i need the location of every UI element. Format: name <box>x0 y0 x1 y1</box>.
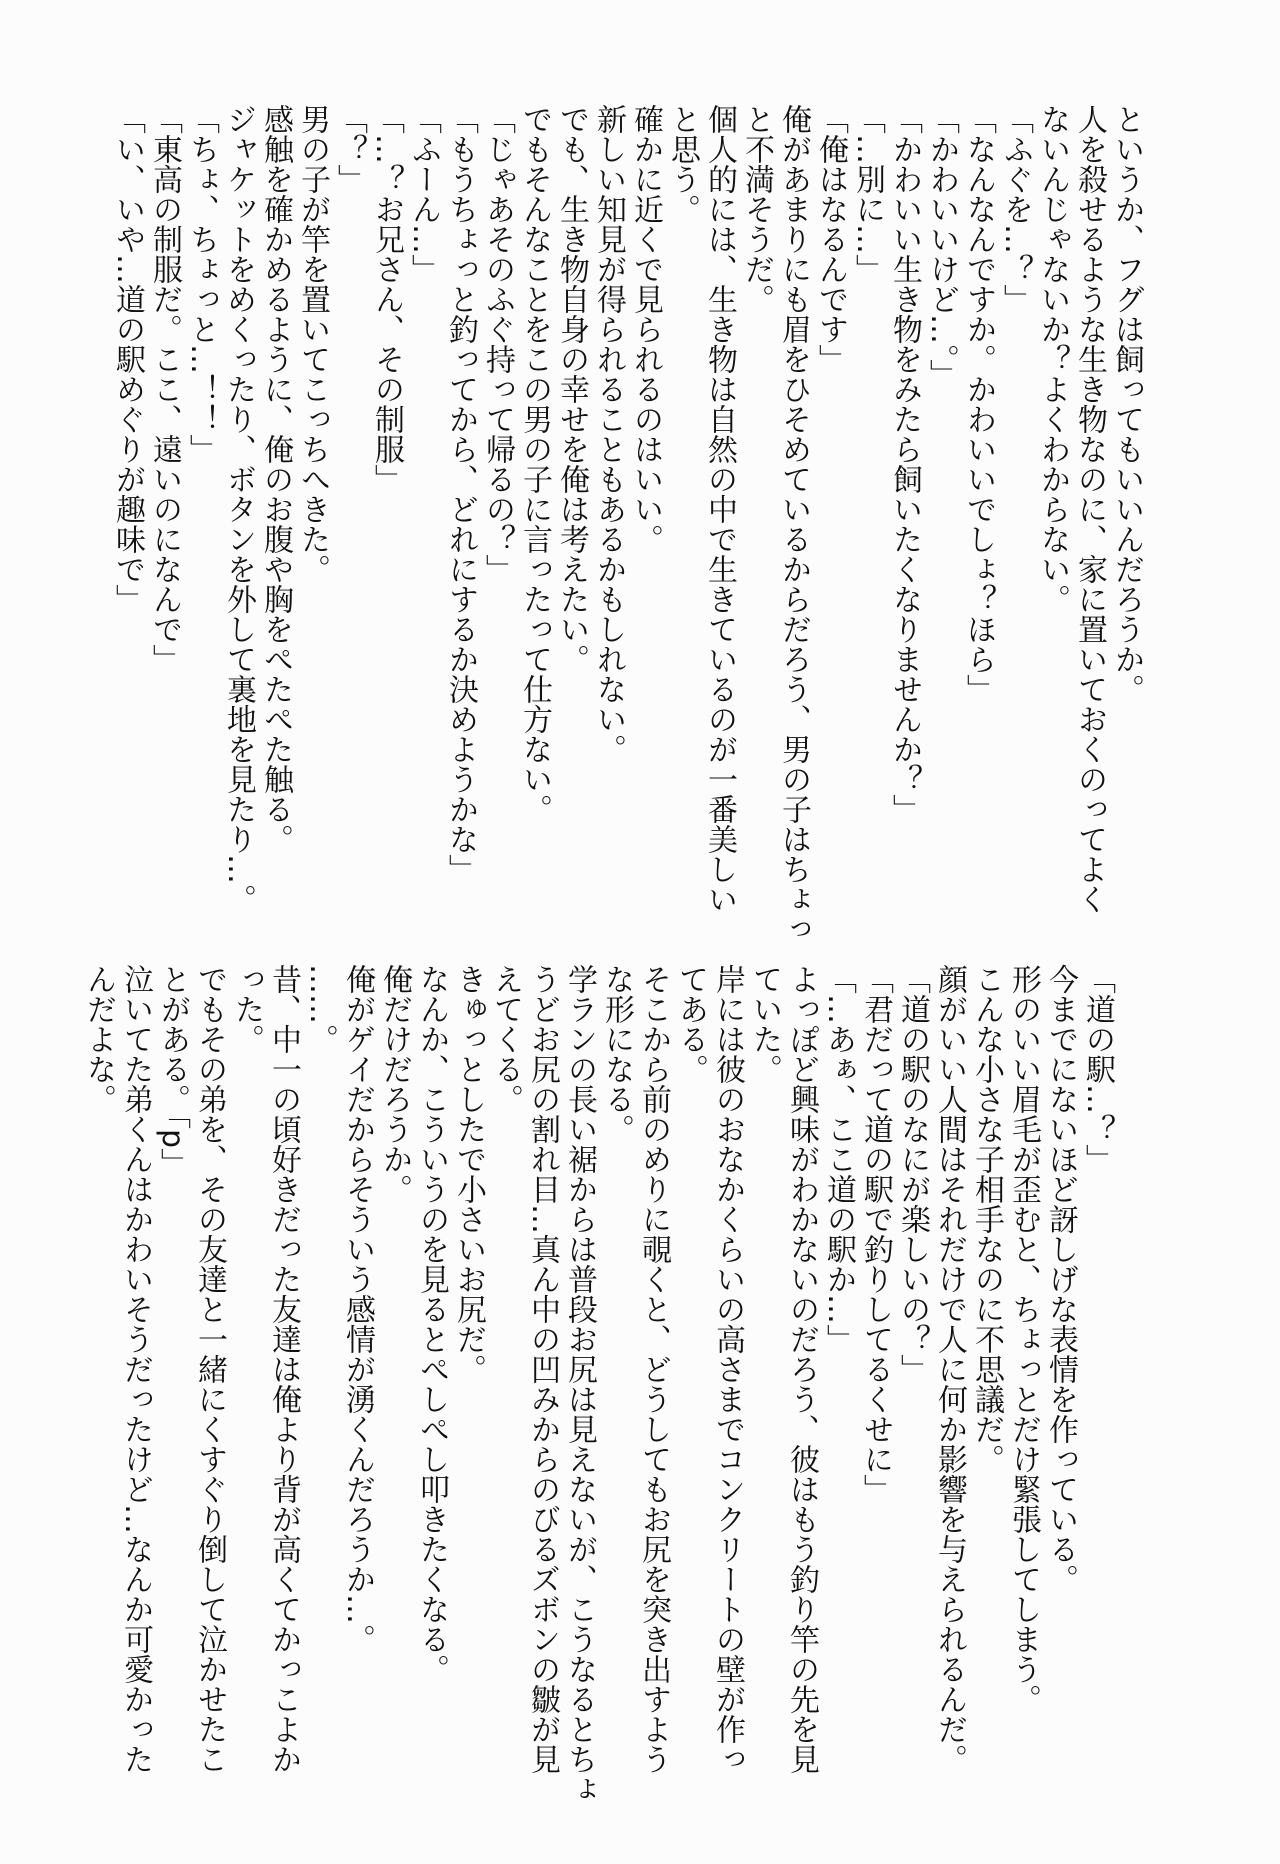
text-line: 「かわいい生き物をみたら飼いたくなりませんか？」 <box>887 104 922 824</box>
text-line: でもその弟を、その友達と一緒にくすぐり倒して泣かせたこ <box>192 964 227 1774</box>
text-line: 「道の駅のなにが楽しいの？」 <box>895 964 930 1384</box>
text-line: 「ちょ、ちょっと…！！」 <box>184 104 219 464</box>
text-line: 昔、中一の頃好きだった友達は俺より背が高くてかっこよか <box>266 964 301 1774</box>
text-line: 「かわいいけど…。」 <box>924 104 959 389</box>
text-line: 「じゃあそのふぐ持って帰るの？」 <box>480 104 515 584</box>
text-line: そこから前のめりに覗くと、どうしてもお尻を突き出すよう <box>636 964 671 1774</box>
text-block-bottom <box>80 964 1116 1804</box>
text-line: 学ランの長い裾からは普段お尻は見えないが、こうなるとちょ <box>562 964 597 1804</box>
text-line: 「道の駅…？」 <box>1080 964 1115 1174</box>
text-line: 感触を確かめるように、俺のお腹や胸をぺたぺた触る。 <box>258 104 293 854</box>
text-line: 「…あぁ、ここ道の駅か…」 <box>821 964 856 1354</box>
text-line: った。 <box>229 964 264 1054</box>
text-line: と思う。 <box>665 104 700 224</box>
text-line: なんか、こういうのを見るとぺしぺし叩きたくなる。 <box>414 964 449 1684</box>
text-line: 俺がゲイだからそういう感情が湧くんだろうか…。 <box>340 964 375 1654</box>
text-line: うどお尻の割れ目…真ん中の凹みからのびるズボンの皺が見 <box>525 964 560 1774</box>
text-line: 「なんなんですか。かわいいでしょ？ほら」 <box>961 104 996 704</box>
text-line: 「？」 <box>332 104 367 194</box>
text-line: 「俺はなるんです」 <box>813 104 848 374</box>
text-line: 「ふーん…」 <box>406 104 441 284</box>
text-line: 「君だって道の駅で釣りしてるくせに」 <box>858 964 893 1504</box>
text-line: 新しい知見が得られることもあるかもしれない。 <box>591 104 626 764</box>
text-line: 「ふぐを…？」 <box>998 104 1033 314</box>
text-line: 岸には彼のおなかくらいの高さまでコンクリートの壁が作っ <box>710 964 745 1774</box>
text-line: 男の子が竿を置いてこっちへきた。 <box>295 104 330 584</box>
text-line: ないんじゃないか？よくわからない。 <box>1035 104 1070 614</box>
text-line: でもそんなことをこの男の子に言ったって仕方ない。 <box>517 104 552 824</box>
text-line: 「…別に…」 <box>850 104 885 284</box>
text-line: というか、フグは飼ってもいいんだろうか。 <box>1109 104 1144 704</box>
text-line: ていた。 <box>747 964 782 1084</box>
text-line: 「東高の制服だ。ここ、遠いのになんで」 <box>147 104 182 674</box>
text-line: 「…？お兄さん、その制服」 <box>369 104 404 494</box>
text-line: よっぽど興味がわかないのだろう、彼はもう釣り竿の先を見 <box>784 964 819 1774</box>
text-line: えてくる。 <box>488 964 523 1114</box>
text-line: でも、生き物自身の幸せを俺は考えたい。 <box>554 104 589 674</box>
text-block-top <box>109 104 1145 944</box>
text-line: 顔がいい人間はそれだけで人に何か影響を与えられるんだ。 <box>932 964 967 1774</box>
text-line: 「い、いや…道の駅めぐりが趣味で」 <box>110 104 145 614</box>
text-line: 人を殺せるような生き物なのに、家に置いておくのってよく <box>1072 104 1107 914</box>
text-line: こんな小さな子相手なのに不思議だ。 <box>969 964 1004 1474</box>
text-line: とがある。「p」 <box>155 964 190 1179</box>
text-line: 個人的には、生き物は自然の中で生きているのが一番美しい <box>702 104 737 914</box>
text-line: 俺があまりにも眉をひそめているからだろう、男の子はちょっ <box>776 104 811 944</box>
text-line: な形になる。 <box>599 964 634 1144</box>
text-line: んだよな。 <box>81 964 116 1114</box>
text-line: 形のいい眉毛が歪むと、ちょっとだけ緊張してしまう。 <box>1006 964 1041 1714</box>
text-line: と不満そうだ。 <box>739 104 774 314</box>
text-line: てある。 <box>673 964 708 1084</box>
text-line: 今までにないほど訝しげな表情を作っている。 <box>1043 964 1078 1594</box>
text-line: ……。 <box>303 964 338 1054</box>
text-line: 泣いてた弟くんはかわいそうだったけど…なんか可愛かった <box>118 964 153 1774</box>
text-line: 確かに近くで見られるのはいい。 <box>628 104 663 554</box>
text-line: きゅっとしたで小さいお尻だ。 <box>451 964 486 1384</box>
text-line: 俺だけだろうか。 <box>377 964 412 1204</box>
text-line: 「もうちょっと釣ってから、どれにするか決めようかな」 <box>443 104 478 884</box>
text-line: ジャケットをめくったり、ボタンを外して裏地を見たり…。 <box>221 104 256 914</box>
